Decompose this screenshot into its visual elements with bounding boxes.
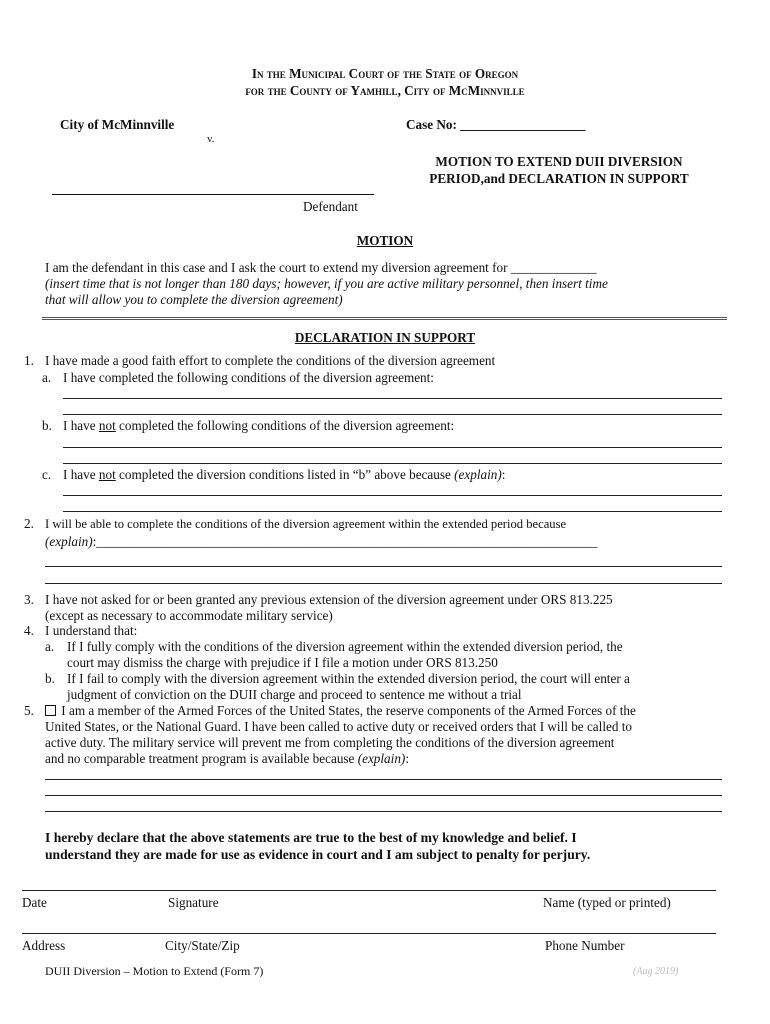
declaration-heading: DECLARATION IN SUPPORT [294,330,476,345]
item2-explain: (explain):____________________________________________________________________________ [45,534,598,549]
item5-number: 5. [24,703,34,718]
item1a-text: I have completed the following conditions of the diversion agreement: [63,370,434,385]
form-name: DUII Diversion – Motion to Extend (Form 7) [45,964,264,978]
item5-line1: I am a member of the Armed Forces of the United States, the reserve components of the Armed Forces of the [45,703,636,719]
motion-instruction-line2: that will allow you to complete the diversion agreement) [45,292,343,307]
section-divider [42,317,727,320]
military-checkbox[interactable] [45,705,56,716]
motion-instruction-line1: (insert time that is not longer than 180 days; however, if you are active military personnel, then insert time [45,276,608,291]
item3-number: 3. [24,592,34,607]
item1b-label: b. [42,418,52,433]
case-number-field[interactable]: Case No: ___________________ [406,117,586,132]
document-title-line2: PERIOD,and DECLARATION IN SUPPORT [429,171,689,186]
defendant-name-line[interactable] [52,194,374,195]
item4a-line2: court may dismiss the charge with prejudice if I file a motion under ORS 813.250 [67,655,498,670]
motion-text: I am the defendant in this case and I ask the court to extend my diversion agreement for _____________ [45,260,597,275]
item1b-text: I have not completed the following conditions of the diversion agreement: [63,418,455,433]
item5-line2: United States, or the National Guard. I have been called to active duty or received orders that I will be called to [45,719,632,734]
court-name-line1: In the Municipal Court of the State of Oregon [251,66,519,81]
plaintiff-name: City of McMinnville [60,117,175,132]
item4-number: 4. [24,623,34,638]
court-name-line2: for the County of Yamhill, City of McMinnville [245,83,525,98]
item1-number: 1. [24,353,34,368]
item3-line2: (except as necessary to accommodate military service) [45,608,333,623]
signature-label: Signature [168,895,219,910]
item1c-text: I have not completed the diversion conditions listed in “b” above because (explain): [63,467,506,482]
item1c-blank-line[interactable] [63,495,722,496]
city-label: City/State/Zip [165,938,240,953]
phone-label: Phone Number [545,938,625,953]
item4b-label: b. [45,671,55,686]
item4a-line1: If I fully comply with the conditions of the diversion agreement within the extended diversion period, the [67,639,623,654]
item4-text: I understand that: [45,623,138,638]
item5-line3: active duty. The military service will prevent me from completing the conditions of the diversion agreement [45,735,615,750]
item1c-label: c. [42,467,52,482]
signature-line[interactable] [22,890,716,891]
item1-text: I have made a good faith effort to complete the conditions of the diversion agreement [45,353,496,368]
attestation-line1: I hereby declare that the above statements are true to the best of my knowledge and belief. I [45,830,577,845]
item5-blank-line[interactable] [45,811,722,812]
item1a-label: a. [42,370,52,385]
defendant-label: Defendant [303,199,358,214]
versus-label: v. [207,133,215,145]
document-title-line1: MOTION TO EXTEND DUII DIVERSION [435,154,683,169]
item1b-blank-line[interactable] [63,463,722,464]
item2-number: 2. [24,516,34,531]
item1a-blank-line[interactable] [63,398,722,399]
name-label: Name (typed or printed) [543,895,671,910]
item4b-line1: If I fail to comply with the diversion agreement within the extended diversion period, the court will enter a [67,671,630,686]
item5-line4: and no comparable treatment program is available because (explain): [45,751,409,766]
item1c-blank-line[interactable] [63,511,722,512]
date-label: Date [22,895,47,910]
item2-blank-line[interactable] [45,583,722,584]
item2-text: I will be able to complete the conditions of the diversion agreement within the extended period because [45,517,567,531]
attestation-line2: understand they are made for use as evidence in court and I am subject to penalty for perjury. [45,847,591,862]
address-label: Address [22,938,66,953]
revision-date: (Aug 2019) [633,966,679,977]
motion-heading: MOTION [356,233,414,248]
item2-blank-line[interactable] [45,566,722,567]
item5-blank-line[interactable] [45,795,722,796]
address-line[interactable] [22,933,716,934]
item4a-label: a. [45,639,55,654]
item3-line1: I have not asked for or been granted any previous extension of the diversion agreement under ORS 813.225 [45,592,613,607]
item4b-line2: judgment of conviction on the DUII charge and proceed to sentence me without a trial [67,687,522,702]
item1a-blank-line[interactable] [63,414,722,415]
item1b-blank-line[interactable] [63,447,722,448]
item5-blank-line[interactable] [45,779,722,780]
